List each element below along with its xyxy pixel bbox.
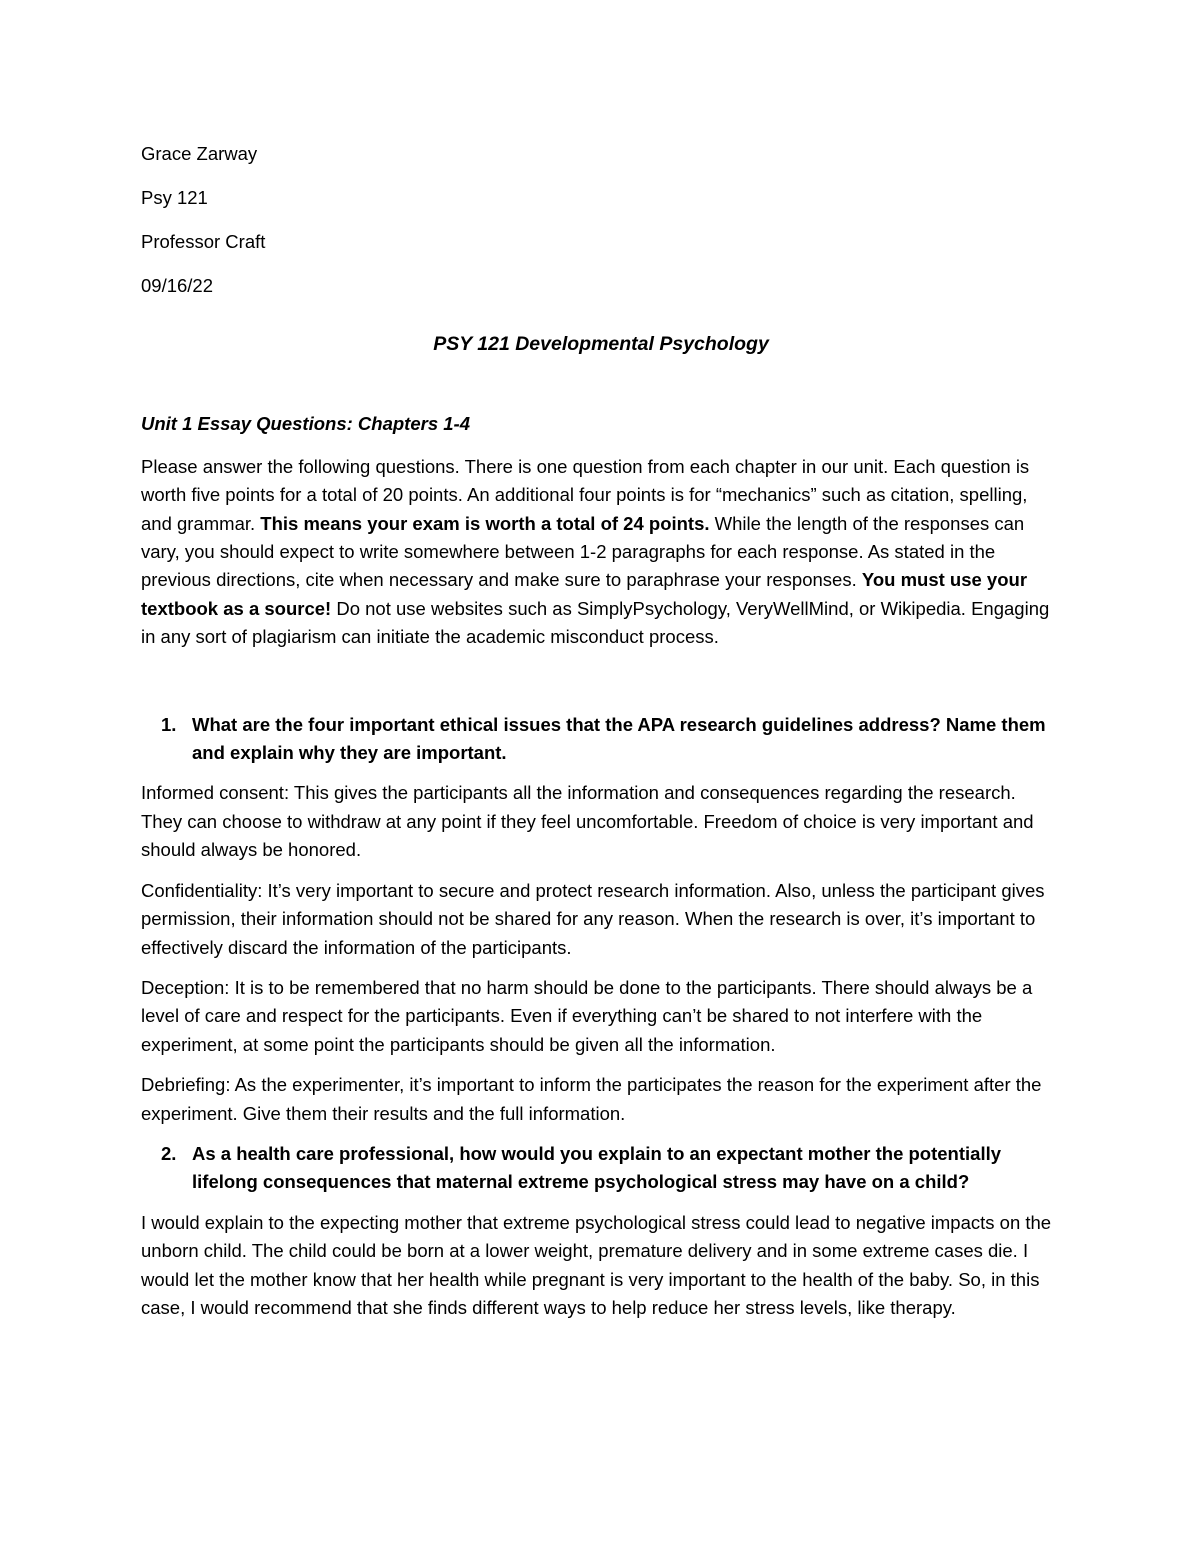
instructions-bold-points: This means your exam is worth a total of 24 points. [260,512,710,534]
document-title: PSY 121 Developmental Psychology [433,333,769,356]
instructions-paragraph [141,453,1061,652]
submission-date: 09/16/22 [141,275,214,296]
instructions-bold-textbook: You must use your textbook as a source! [141,569,1028,619]
answer-paragraph-informed-consent: Informed consent: This gives the participants all the information and consequences regarding the research. They can choose to withdraw at any point if they feel uncomfortable. Freedom of choice is very important and should always be honored. [141,782,1034,861]
question-text: As a health care professional, how would you explain to an expectant mother the potentially lifelong consequences that maternal extreme psychological stress may have on a child? [192,1142,1002,1193]
question-number: 1. [161,713,177,735]
student-name: Grace Zarway [141,143,258,164]
section-heading: Unit 1 Essay Questions: Chapters 1-4 [141,413,470,435]
question-text: What are the four important ethical issues that the APA research guidelines address? Name them and explain why they are important. [192,713,1046,764]
answer-paragraph-confidentiality: Confidentiality: It’s very important to secure and protect research information. Also, unless the participant gives permission, their information should not be shared for any reason. When the research is over, it’s important to effectively discard the information of the participants. [141,879,1045,958]
instructions-text-1: Please answer the following questions. There is one question from each chapter in our unit. Each question is worth five points for a total of 20 points. An additional four points is for “mechanics” such as citation, spelling, and grammar. [141,455,1030,534]
question-number: 2. [161,1142,177,1164]
answer-paragraph-debriefing: Debriefing: As the experimenter, it’s important to inform the participates the reason for the experiment after the experiment. Give them their results and the full information. [141,1074,1042,1124]
instructions-text-2: While the length of the responses can vary, you should expect to write somewhere between 1-2 paragraphs for each response. As stated in the previous directions, cite when necessary and make sure to paraphrase your responses. [141,512,1025,591]
question-2 [141,1140,1061,1197]
instructions-text-3: Do not use websites such as SimplyPsychology, VeryWellMind, or Wikipedia. Engaging in any sort of plagiarism can initiate the academic misconduct process. [141,597,1050,648]
course-code: Psy 121 [141,187,208,208]
professor-name: Professor Craft [141,231,266,252]
question-1 [141,711,1061,768]
document-page [141,140,1061,1334]
answer-paragraph-deception: Deception: It is to be remembered that no harm should be done to the participants. There should always be a level of care and respect for the participants. Even if everything can’t be shared to not interfere with the experiment, at some point the participants should be given all the information. [141,976,1033,1055]
answer-paragraph-stress: I would explain to the expecting mother that extreme psychological stress could lead to negative impacts on the unborn child. The child could be born at a lower weight, premature delivery and in some extreme cases die. I would let the mother know that her health while pregnant is very important to the health of the baby. So, in this case, I would recommend that she finds different ways to help reduce her stress levels, like therapy. [141,1211,1052,1318]
